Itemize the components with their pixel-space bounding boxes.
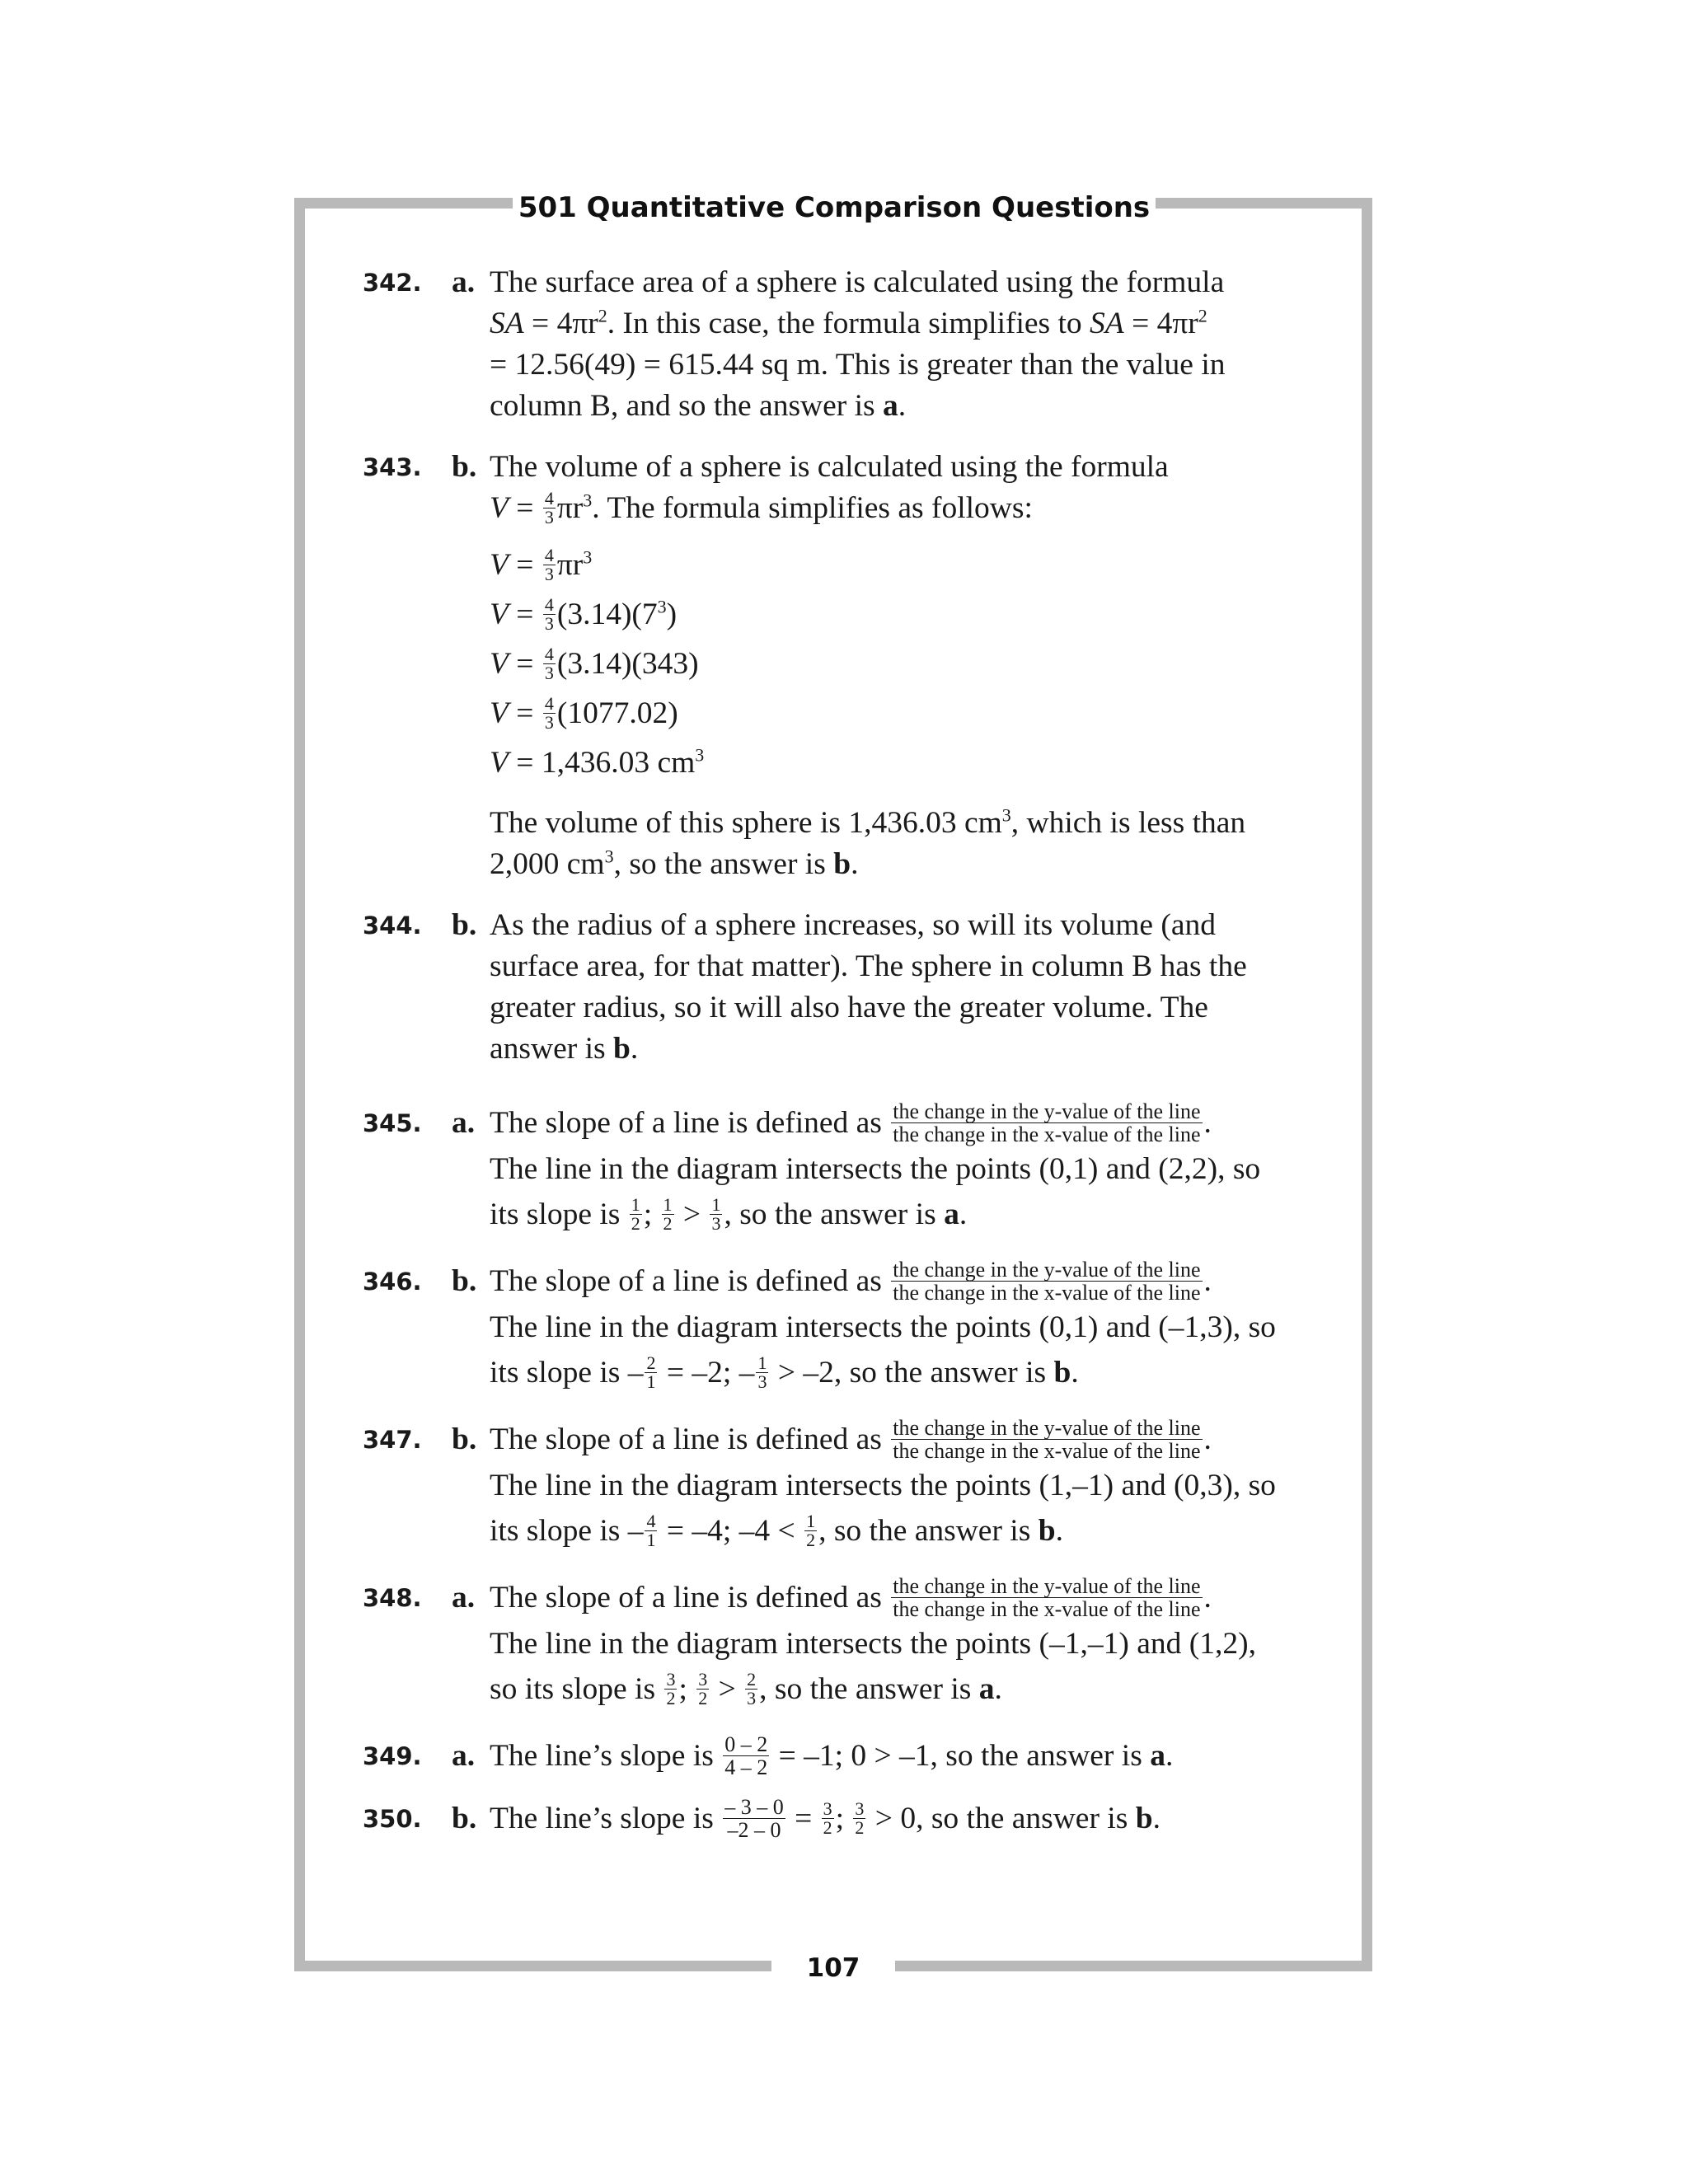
item-explanation [490, 1414, 1319, 1556]
text-line: SA = $4\pi r^2$. In this case, the formula simplifies to SA = $4\pi r^2$ [490, 305, 1207, 340]
slope-definition-fraction: $\frac{\text{the change in the y-value of the line}}{\text{the change in the x-value of the line}}$ [893, 1099, 1201, 1146]
fraction: $\frac{4}{3}$ [544, 487, 554, 527]
text-line: The line in the diagram intersects the points (1,–1) and (0,3), so [490, 1469, 1276, 1502]
text-line: The slope of a line is defined as $\frac{\text{the change in the y-value of the line}}{\text{the change in the x-value of the line}}$ . [490, 1573, 1212, 1621]
answer-item-344 [363, 905, 1319, 1070]
text-line: = 12.56(49) = 615.44 sq m. This is greater than the value in [490, 348, 1226, 382]
item-number: 344. [363, 912, 422, 940]
item-explanation [490, 905, 1319, 1070]
answer-item-349 [363, 1731, 1319, 1782]
answer-item-350 [363, 1793, 1319, 1844]
item-number: 348. [363, 1584, 422, 1612]
text-line: The volume of this sphere is 1,436.03 $cm^3$, which is less than [490, 804, 1246, 840]
text-line: The line’s slope is $\frac{- 3 - 0}{-2 - 0}$ = $\frac{3}{2}$ ; $\frac{3}{2}$ > 0, so the answer is b. [490, 1794, 1160, 1842]
text-line: The slope of a line is defined as $\frac{\text{the change in the y-value of the line}}{\text{the change in the x-value of the line}}$ . [490, 1415, 1212, 1463]
derivation-line: V = $\frac{4}{3}$ (3.14)(343) [490, 643, 699, 683]
text-line: The slope of a line is defined as $\frac{\text{the change in the y-value of the line}}{\text{the change in the x-value of the line}}$ . [490, 1099, 1212, 1146]
item-number: 347. [363, 1426, 422, 1454]
text-line: so its slope is $\frac{3}{2}$ ; $\frac{3}{2}$ > $\frac{2}{3}$ , so the answer is a. [490, 1668, 1002, 1708]
item-answer: a. [452, 265, 476, 299]
item-number: 342. [363, 269, 422, 297]
text-line: its slope is – $\frac{2}{1}$ = –2; – $\frac{1}{3}$ > –2, so the answer is b. [490, 1352, 1079, 1392]
item-answer: b. [452, 908, 477, 942]
text-line: The line in the diagram intersects the points (0,1) and (–1,3), so [490, 1310, 1276, 1344]
text-line: its slope is – $\frac{4}{1}$ = –4; –4 < $\frac{1}{2}$ , so the answer is b. [490, 1510, 1063, 1550]
answer-item-343 [363, 447, 1319, 885]
text-line: V = $\frac{4}{3}$ $\pi r^3$. The formula simplifies as follows: [490, 487, 1033, 527]
text-line: surface area, for that matter). The sphere in column B has the [490, 949, 1247, 983]
item-answer: a. [452, 1581, 476, 1615]
slope-definition-fraction: $\frac{\text{the change in the y-value of the line}}{\text{the change in the x-value of the line}}$ [893, 1573, 1201, 1621]
item-number: 346. [363, 1268, 422, 1296]
item-answer: b. [452, 450, 477, 484]
item-answer: a. [452, 1739, 476, 1773]
text-line: 2,000 $cm^3$, so the answer is b. [490, 846, 859, 881]
text-line: greater radius, so it will also have the greater volume. The [490, 991, 1208, 1024]
answer-item-342 [363, 262, 1319, 427]
item-explanation [490, 447, 1319, 885]
text-line: The surface area of a sphere is calculated using the formula [490, 265, 1225, 299]
volume-derivation [490, 541, 1319, 788]
item-explanation [490, 1256, 1319, 1398]
item-answer: b. [452, 1264, 477, 1298]
answer-list [363, 262, 1319, 1844]
text-line: The line in the diagram intersects the points (–1,–1) and (1,2), [490, 1627, 1256, 1661]
item-explanation [490, 1731, 1319, 1782]
text-line: answer is b. [490, 1032, 639, 1066]
text-line: As the radius of a sphere increases, so will its volume (and [490, 908, 1217, 942]
item-explanation [490, 1793, 1319, 1844]
item-answer: b. [452, 1422, 477, 1456]
page-header-title: 501 Quantitative Comparison Questions [513, 185, 1156, 231]
answer-item-348 [363, 1572, 1319, 1714]
item-number: 343. [363, 453, 422, 481]
item-explanation [490, 1572, 1319, 1714]
answer-item-345 [363, 1098, 1319, 1240]
derivation-line: V = $\frac{4}{3}$ $\pi r^3$ [490, 544, 593, 584]
item-answer: b. [452, 1802, 477, 1835]
item-explanation [490, 262, 1319, 427]
text-line: column B, and so the answer is a. [490, 389, 907, 423]
derivation-line: V = $\frac{4}{3}$ (1077.02) [490, 692, 678, 733]
text-line: its slope is $\frac{1}{2}$ ; $\frac{1}{2}$ > $\frac{1}{3}$ , so the answer is a. [490, 1193, 968, 1234]
text-line: The line in the diagram intersects the points (0,1) and (2,2), so [490, 1152, 1261, 1186]
answer-item-347 [363, 1414, 1319, 1556]
item-number: 345. [363, 1109, 422, 1137]
item-answer: a. [452, 1106, 476, 1140]
item-explanation [490, 1098, 1319, 1240]
item-number: 349. [363, 1742, 422, 1770]
text-line: The slope of a line is defined as $\frac{\text{the change in the y-value of the line}}{\text{the change in the x-value of the line}}$ . [490, 1257, 1212, 1305]
answer-item-346 [363, 1256, 1319, 1398]
item-number: 350. [363, 1805, 422, 1833]
page-number: 107 [771, 1945, 895, 1991]
derivation-line: V = 1,436.03 $cm^3$ [490, 744, 705, 780]
text-line: The line’s slope is $\frac{0 - 2}{4 - 2}$ = –1; 0 > –1, so the answer is a. [490, 1732, 1174, 1779]
derivation-line: V = $\frac{4}{3}$ $(3.14)(7^3)$ [490, 593, 678, 634]
text-line: The volume of a sphere is calculated using the formula [490, 450, 1169, 484]
slope-definition-fraction: $\frac{\text{the change in the y-value of the line}}{\text{the change in the x-value of the line}}$ [893, 1257, 1201, 1305]
slope-definition-fraction: $\frac{\text{the change in the y-value of the line}}{\text{the change in the x-value of the line}}$ [893, 1415, 1201, 1463]
